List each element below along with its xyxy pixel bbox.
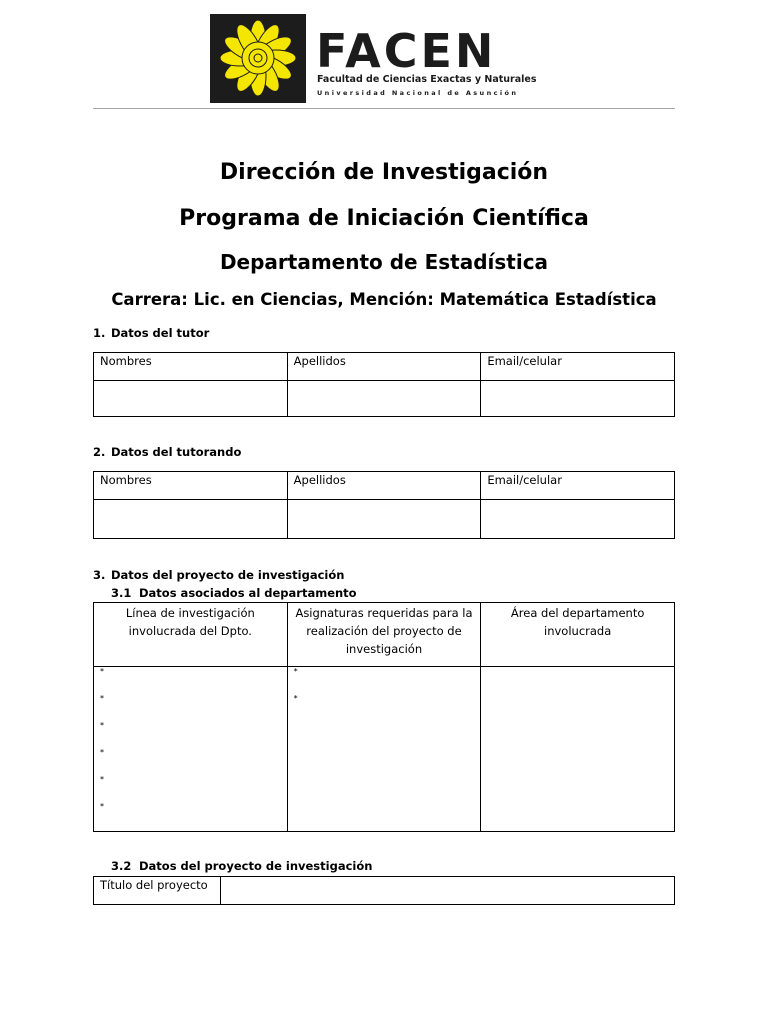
section-2-heading [93,445,241,459]
brand-wordmark: FACEN [316,24,497,78]
department-title: Departamento de Estadística [219,250,549,274]
faculty-name: Facultad de Ciencias Exactas y Naturales [317,74,537,85]
research-line-header: Línea de investigación involucrada del Dpto. [94,603,288,667]
faculty-logo [210,14,306,103]
tutor-table [93,352,675,417]
tutor-email-field[interactable] [481,381,675,417]
research-line-field[interactable] [94,667,288,832]
list-bullet: * [100,667,104,676]
tutorando-nombres-field[interactable] [94,500,288,539]
sunflower-seal-icon [210,14,306,103]
section-heading-text: Datos del tutorando [111,445,242,459]
list-bullet: * [100,721,104,730]
program-title: Programa de Iniciación Científica [179,206,589,231]
subsection-number: 3.1 [111,586,132,600]
project-title-label: Título del proyecto [94,877,221,905]
tutor-nombres-header: Nombres [94,353,288,381]
required-subjects-header: Asignaturas requeridas para la realización del proyecto de investigación [287,603,481,667]
tutor-email-header: Email/celular [481,353,675,381]
list-bullet: * [293,694,298,703]
section-heading-text: Datos del tutor [111,326,210,340]
section-number: 1. [93,326,106,340]
project-title-field[interactable] [221,877,675,905]
subsection-heading-text: Datos del proyecto de investigación [139,859,373,873]
department-area-header: Área del departamento involucrada [481,603,675,667]
department-area-field[interactable] [481,667,675,832]
section-heading-text: Datos del proyecto de investigación [111,568,345,582]
list-bullet: * [100,775,104,784]
career-title: Carrera: Lic. en Ciencias, Mención: Matemática Estadística [111,290,657,309]
list-bullet: * [100,802,104,811]
tutor-apellidos-field[interactable] [287,381,481,417]
university-name: Universidad Nacional de Asunción [317,89,519,97]
section-3-1-heading [111,586,357,600]
list-bullet: * [293,667,298,676]
list-bullet: * [100,748,104,757]
tutor-apellidos-header: Apellidos [287,353,481,381]
subsection-number: 3.2 [111,859,132,873]
tutorando-apellidos-header: Apellidos [287,472,481,500]
tutorando-table [93,471,675,539]
subsection-heading-text: Datos asociados al departamento [139,586,357,600]
section-number: 2. [93,445,106,459]
header-divider [93,108,675,109]
section-number: 3. [93,568,106,582]
required-subjects-field[interactable] [287,667,481,832]
list-bullet: * [100,694,104,703]
tutorando-email-header: Email/celular [481,472,675,500]
department-table [93,602,675,832]
section-1-heading [93,326,209,340]
project-title-table [93,876,675,905]
section-3-heading [93,568,344,582]
section-3-2-heading [111,859,372,873]
tutorando-apellidos-field[interactable] [287,500,481,539]
document-title: Dirección de Investigación [219,160,549,185]
tutorando-nombres-header: Nombres [94,472,288,500]
tutorando-email-field[interactable] [481,500,675,539]
tutor-nombres-field[interactable] [94,381,288,417]
